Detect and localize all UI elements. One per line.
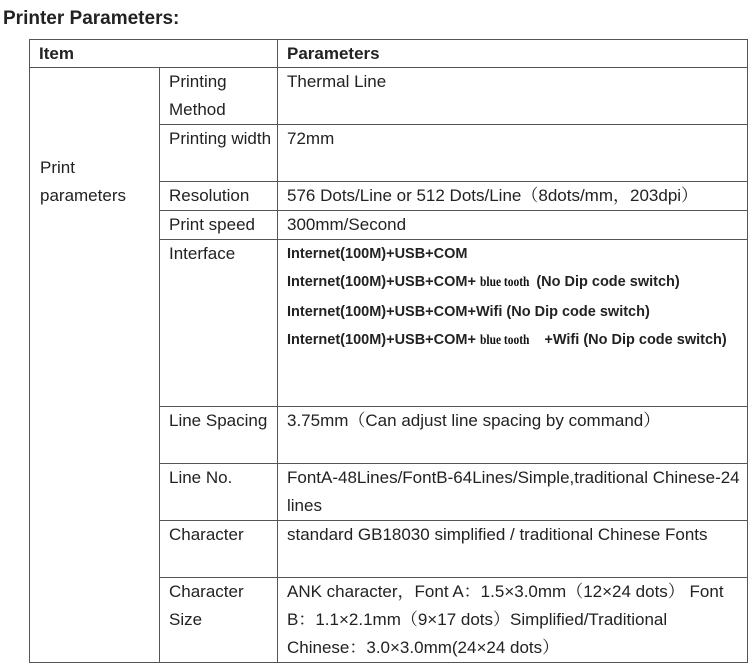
row-label: Print speed (160, 211, 278, 240)
row-label: Character (160, 521, 278, 578)
row-label: Interface (160, 240, 278, 407)
interface-line-text: Internet(100M)+USB+COM+ (287, 274, 476, 291)
row-label: Printing Method (160, 68, 278, 125)
row-label: Resolution (160, 182, 278, 211)
row-label: Line Spacing (160, 407, 278, 464)
row-value: 72mm (278, 125, 748, 182)
group-label-print-parameters: Print parameters (30, 68, 160, 663)
interface-line-text: Internet(100M)+USB+COM+Wifi (No Dip code switch) (287, 303, 650, 320)
row-value-interface (278, 240, 748, 407)
interface-line (287, 326, 747, 355)
bluetooth-label: blue tooth (479, 275, 530, 291)
bluetooth-label: blue tooth (479, 332, 530, 348)
row-label: Line No. (160, 464, 278, 521)
row-value: standard GB18030 simplified / traditional Chinese Fonts (278, 521, 748, 578)
row-value: FontA-48Lines/FontB-64Lines/Simple,traditional Chinese-24 lines (278, 464, 748, 521)
row-label: Printing width (160, 125, 278, 182)
interface-line (287, 240, 747, 268)
row-value: 3.75mm（Can adjust line spacing by command） (278, 407, 748, 464)
interface-line (287, 268, 747, 297)
row-label: Character Size (160, 578, 278, 663)
header-item: Item (30, 40, 278, 68)
row-value: ANK character，Font A：1.5×3.0mm（12×24 dots） Font B：1.1×2.1mm（9×17 dots）Simplified/Traditional Chinese：3.0×3.0mm(24×24 dots） (278, 578, 748, 663)
interface-line-text: +Wifi (No Dip code switch) (544, 331, 727, 348)
interface-line-text: (No Dip code switch) (536, 274, 680, 291)
table-row (30, 68, 748, 125)
interface-line (287, 298, 747, 326)
printer-parameters-table (29, 39, 748, 663)
header-parameters: Parameters (278, 40, 748, 68)
page-title: Printer Parameters: (3, 8, 180, 29)
row-value: Thermal Line (278, 68, 748, 125)
row-value: 576 Dots/Line or 512 Dots/Line（8dots/mm，203dpi） (278, 182, 748, 211)
table-header-row (30, 40, 748, 68)
interface-line-text: Internet(100M)+USB+COM+ (287, 331, 476, 348)
interface-line-text: Internet(100M)+USB+COM (287, 246, 468, 262)
row-value: 300mm/Second (278, 211, 748, 240)
